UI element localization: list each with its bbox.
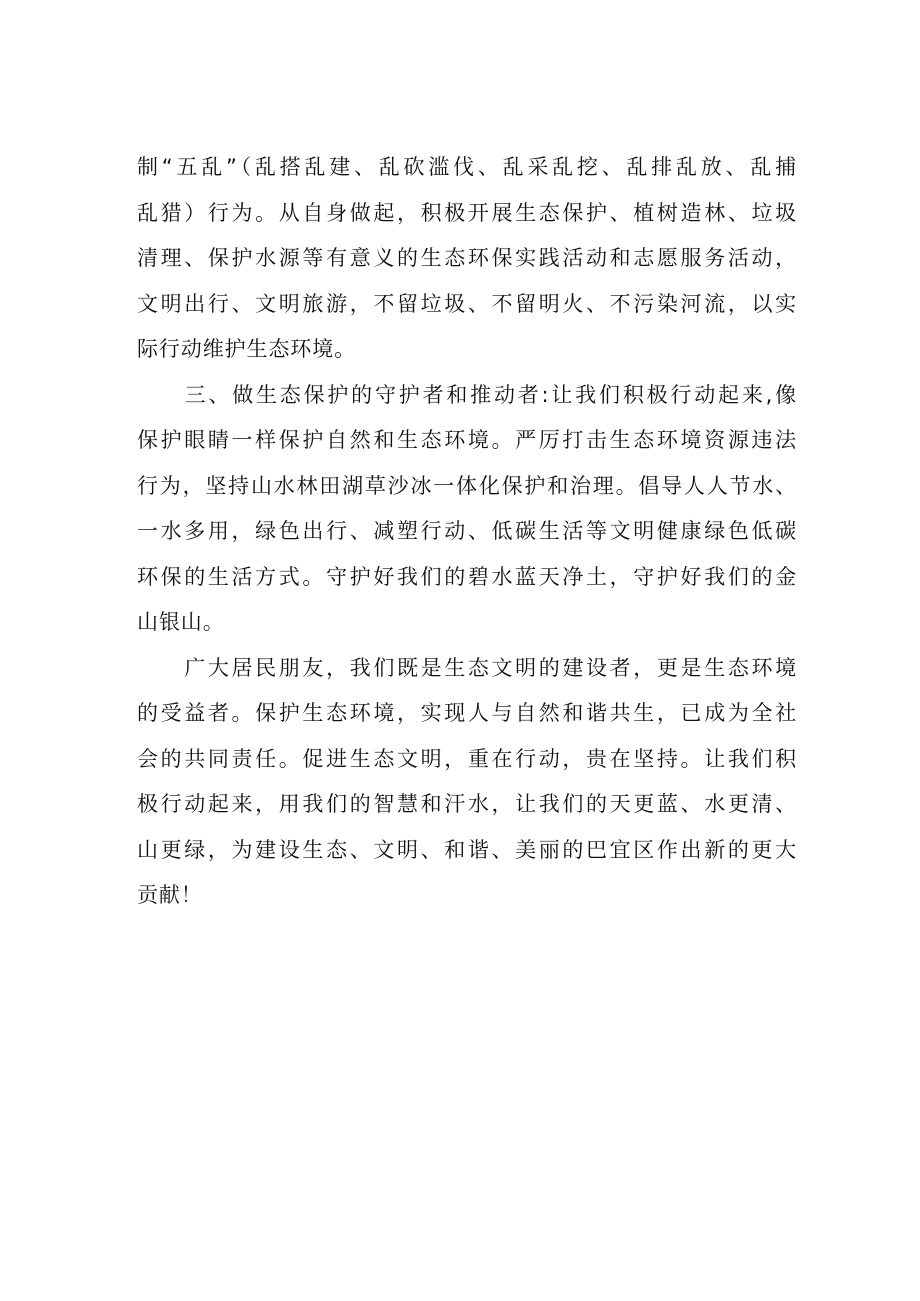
paragraph-line: 会的共同责任。促进生态文明，重在行动，贵在坚持。让我们积 [137, 746, 797, 771]
paragraph-closing [137, 646, 797, 919]
paragraph-line: 一水多用，绿色出行、减塑行动、低碳生活等文明健康绿色低碳 [137, 519, 797, 543]
paragraph-continuation [137, 145, 797, 373]
paragraph-line: 乱猎）行为。从自身做起，积极开展生态保护、植树造林、垃圾 [137, 200, 797, 225]
paragraph-line: 清理、保护水源等有意义的生态环保实践活动和志愿服务活动， [137, 246, 797, 270]
paragraph-line: 文明出行、文明旅游，不留垃圾、不留明火、不污染河流，以实 [137, 291, 797, 316]
paragraph-line: 际行动维护生态环境。 [137, 337, 356, 361]
paragraph-line: 山银山。 [137, 610, 225, 634]
paragraph-line: 制“五乱”（乱搭乱建、乱砍滥伐、乱采乱挖、乱排乱放、乱捕 [137, 155, 797, 179]
paragraph-line: 广大居民朋友，我们既是生态文明的建设者，更是生态环境 [137, 655, 797, 680]
paragraph-line: 环保的生活方式。守护好我们的碧水蓝天净土，守护好我们的金 [137, 564, 797, 589]
paragraph-line: 贡献！ [137, 883, 203, 907]
paragraph-line: 行为，坚持山水林田湖草沙冰一体化保护和治理。倡导人人节水、 [137, 473, 797, 498]
paragraph-line: 的受益者。保护生态环境，实现人与自然和谐共生，已成为全社 [137, 701, 797, 725]
paragraph-section-three [137, 373, 797, 646]
paragraph-line: 极行动起来，用我们的智慧和汗水，让我们的天更蓝、水更清、 [137, 792, 797, 816]
paragraph-line: 山更绿，为建设生态、文明、和谐、美丽的巴宜区作出新的更大 [137, 837, 797, 862]
paragraph-line: 三、做生态保护的守护者和推动者:让我们积极行动起来,像 [137, 382, 797, 407]
paragraph-line: 保护眼睛一样保护自然和生态环境。严厉打击生态环境资源违法 [137, 428, 797, 452]
document-page [137, 145, 797, 919]
